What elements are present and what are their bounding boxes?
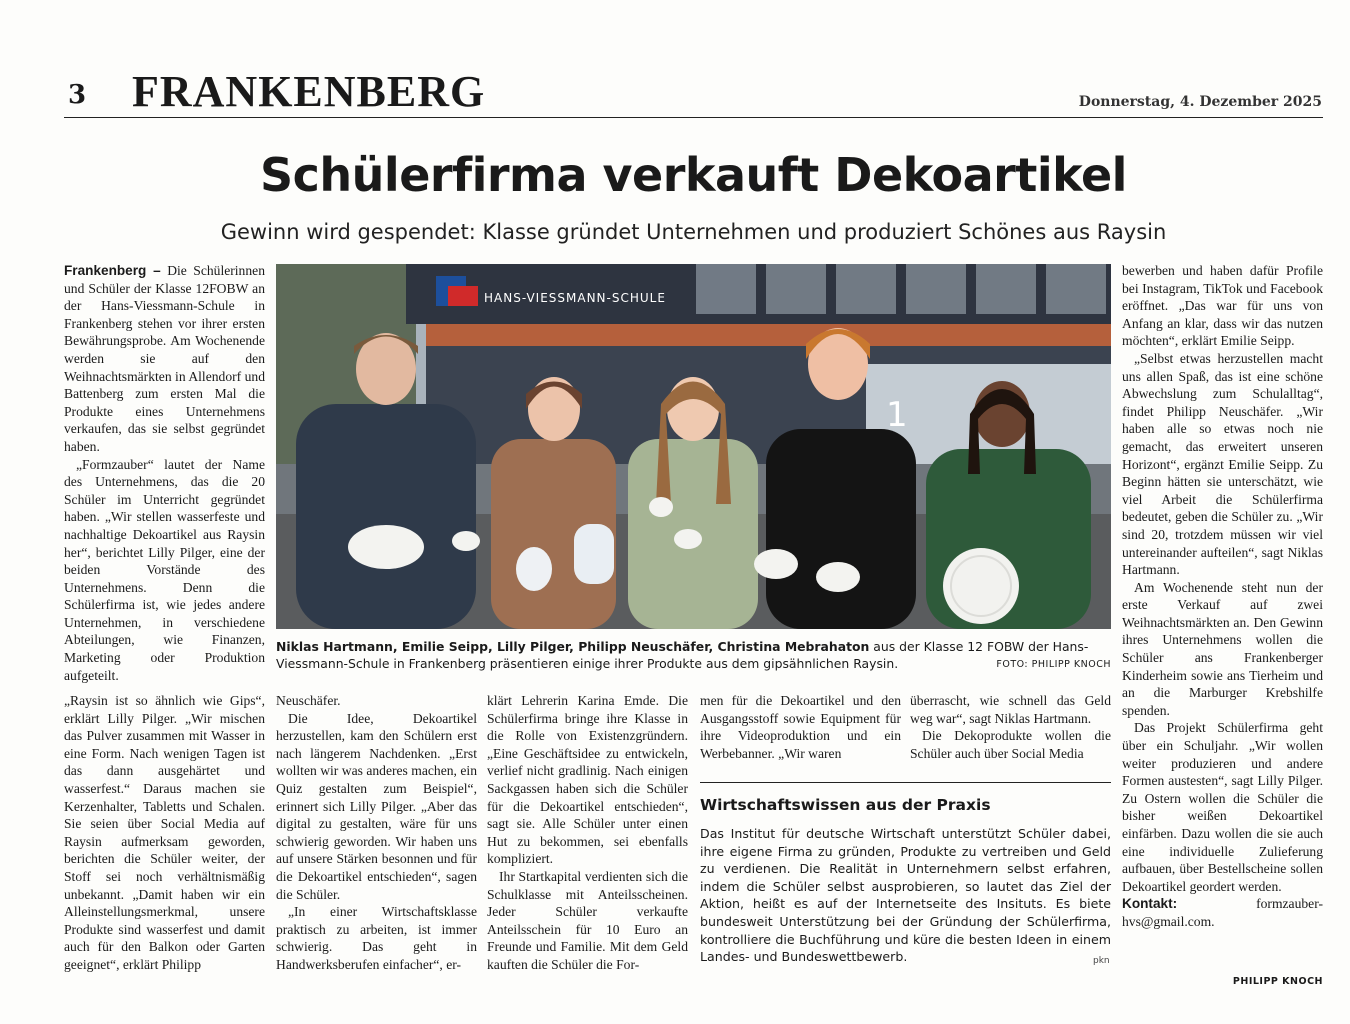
subheadline: Gewinn wird gespendet: Klasse gründet Unternehmen und produziert Schönes aus Raysin — [220, 220, 1167, 244]
photo-credit: FOTO: PHILIPP KNOCH — [996, 659, 1111, 670]
column-5 — [910, 692, 1111, 762]
paragraph: „Raysin ist so ähnlich wie Gips“, erklärt Lilly Pilger. „Wir mischen das Pulver zusammen mit Wasser in eine Form. Nach wenigen Tagen ist das dann ausgehärtet und wasserfest.“ Daraus machen sie Kerzenhalter, Tabletts und Schalen. Sie seien über Social Media auf Raysin aufmerksam geworden, berichten die Schüler weiter, der Stoff sei noch verhältnismäßig unbekannt. „Damit haben wir ein Alleinstellungsmerkmal, unsere Produkte sind wasserfest und damit auch für den Balkon oder Garten geeignet“, erklärt Philipp — [64, 693, 265, 972]
infobox-title: Wirtschaftswissen aus der Praxis — [700, 796, 991, 814]
column-2 — [276, 692, 477, 974]
infobox-initials: pkn — [1093, 956, 1110, 966]
article-photo — [276, 264, 1111, 629]
paragraph: „Formzauber“ lautet der Name des Unternehmens, das die 20 Schüler im Unterricht gegründet haben. „Wir stellen wasserfeste und nachhaltige Dekoartikel aus Raysin her“, berichtet Lilly Pilger, eine der beiden Vorstände des Unternehmens. Denn die Schülerfirma ist, wie jedes andere Unternehmen, in verschiedene Abteilungen, wie Finanzen, Marketing oder Produktion aufgeteilt. — [64, 456, 265, 683]
contact-label: Kontakt: — [1122, 896, 1178, 912]
paragraph: Die Schülerinnen und Schüler der Klasse 12FOBW an der Hans-Viessmann-Schule in Frankenberg stehen vor ihrer ersten Bewährungsprobe. Am Wochenende werden sie auf den Weihnachtsmärkten in Allendorf und Battenberg zum ersten Mal die Produkte eines Unternehmens verkaufen, das sie selbst gegründet haben. — [64, 263, 265, 454]
paragraph: bewerben und haben dafür Profile bei Instagram, TikTok und Facebook eröffnet. „Das war für uns von Anfang an klar, dass wir das nutzen möchten“, erklärt Emilie Seipp. — [1122, 263, 1323, 349]
paragraph: klärt Lehrerin Karina Emde. Die Schülerfirma bringe ihre Klasse in die Rolle von Existenzgründern. „Eine Geschäftsidee zu entwickeln, verlief nicht gradlinig. Nach einigen Sackgassen haben sich die Schüler für die Dekoartikel entschieden“, sagt sie. Alle Schüler unter einen Hut zu bekommen, sei ebenfalls kompliziert. — [487, 693, 688, 867]
paragraph: Neuschäfer. — [276, 693, 341, 708]
paragraph: Die Idee, Dekoartikel herzustellen, kam den Schülern erst nach längerem Nachdenken. „Erst wollten wir was anderes machen, ein Quiz gestalten zum Beispiel“, erinnert sich Lilly Pilger. „Aber das digital zu gestalten, wäre für uns schwierig geworden. Wir haben uns auf unsere Stärken besonnen und für die Dekoartikel entschieden“, sagen die Schüler. — [276, 710, 477, 902]
caption-text: aus der Klasse 12 FOBW der Hans-Viessmann-Schule in Frankenberg präsentieren einige ihrer Produkte aus dem gipsähnlichen Raysin. — [276, 639, 1089, 671]
paragraph: men für die Dekoartikel und den Ausgangsstoff sowie Equipment für ihre Videoproduktion und ein Werbebanner. „Wir waren — [700, 693, 901, 761]
photo-caption — [276, 638, 1111, 672]
building-number: 1 — [886, 395, 908, 435]
paragraph: Ihr Startkapital verdienten sich die Schulklasse mit Anteilsscheinen. Jeder Schüler verkaufte Anteilsschein für 10 Euro an Freunde und Familie. Mit dem Geld kauften die Schüler die For- — [487, 868, 688, 972]
column-1-top — [64, 262, 265, 684]
headline: Schülerfirma verkauft Dekoartikel — [260, 148, 1127, 202]
dateline: Frankenberg – — [64, 263, 161, 278]
school-sign: HANS-VIESSMANN-SCHULE — [484, 291, 666, 305]
contact-email: hvs@gmail.com. — [1122, 913, 1215, 929]
contact-line — [1122, 895, 1323, 913]
column-6 — [1122, 262, 1323, 931]
page-number: 3 — [68, 80, 87, 110]
column-1-bottom — [64, 692, 265, 974]
header-rule — [64, 117, 1323, 118]
contact-value: formzauber- — [1256, 896, 1323, 912]
paragraph: Die Dekoprodukte wollen die Schüler auch über Social Media — [910, 728, 1111, 761]
caption-names: Niklas Hartmann, Emilie Seipp, Lilly Pilger, Philipp Neuschäfer, Christina Mebrahaton — [276, 639, 870, 654]
column-3 — [487, 692, 688, 974]
infobox-text: Das Institut für deutsche Wirtschaft unterstützt Schüler dabei, ihre eigene Firma zu gründen, Produkte zu vertreiben und Geld zu verdienen. Die Realität in Unternehmern selbst erfahren, indem die Schüler selbst ausprobieren, so lautet das Ziel der Aktion, heißt es auf der Internetseite des Insituts. Es biete bundesweit Unterstützung bei der Gründung der Schülerfirma, kontrolliere die Buchführung und küre die besten Ideen in einem Landes- und Bundeswettbewerb. — [700, 826, 1111, 965]
paragraph: überrascht, wie schnell das Geld weg war“, sagt Niklas Hartmann. — [910, 693, 1111, 726]
author-byline: PHILIPP KNOCH — [1232, 976, 1323, 987]
paragraph: Am Wochenende steht nun der erste Verkauf auf zwei Weihnachtsmärkten an. Den Gewinn ihres Unternehmens wollen die Schüler ans Frankenberger Kinderheim sowie ans Tierheim und an die Marburger Krebshilfe spenden. — [1122, 579, 1323, 718]
column-4 — [700, 692, 901, 762]
infobox-rule — [700, 782, 1111, 783]
paragraph: Das Projekt Schülerfirma geht über ein Schuljahr. „Wir wollen weiter produzieren und andere Formen austesten“, sagt Lilly Pilger. Zu Ostern wollen die Schüler die bisher weißen Dekoartikel einfärben. Dazu wollen die sie auch eine individuelle Zulieferung aufbauen, über Bestellscheine sollen Dekoartikel geordert werden. — [1122, 720, 1323, 894]
issue-date: Donnerstag, 4. Dezember 2025 — [1078, 94, 1322, 110]
paragraph: „Selbst etwas herzustellen macht uns allen Spaß, das ist eine schöne Abwechslung zum Schulalltag“, findet Philipp Neuschäfer. „Wir haben alle so etwas noch nie gemacht, das erweitert unseren Horizont“, ergänzt Emilie Seipp. Zu Beginn hätten sie unterschätzt, wie viel Arbeit die Schülerfirma bedeutet, geben die Schüler zu. „Wir sind 20, trotzdem müssen wir viel untereinander aufteilen“, sagt Niklas Hartmann. — [1122, 350, 1323, 578]
paragraph: „In einer Wirtschaftsklasse praktisch zu arbeiten, ist immer schwierig. Das geht in Handwerksberufen einfacher“, er- — [276, 904, 477, 972]
section-title: FRANKENBERG — [132, 67, 486, 116]
